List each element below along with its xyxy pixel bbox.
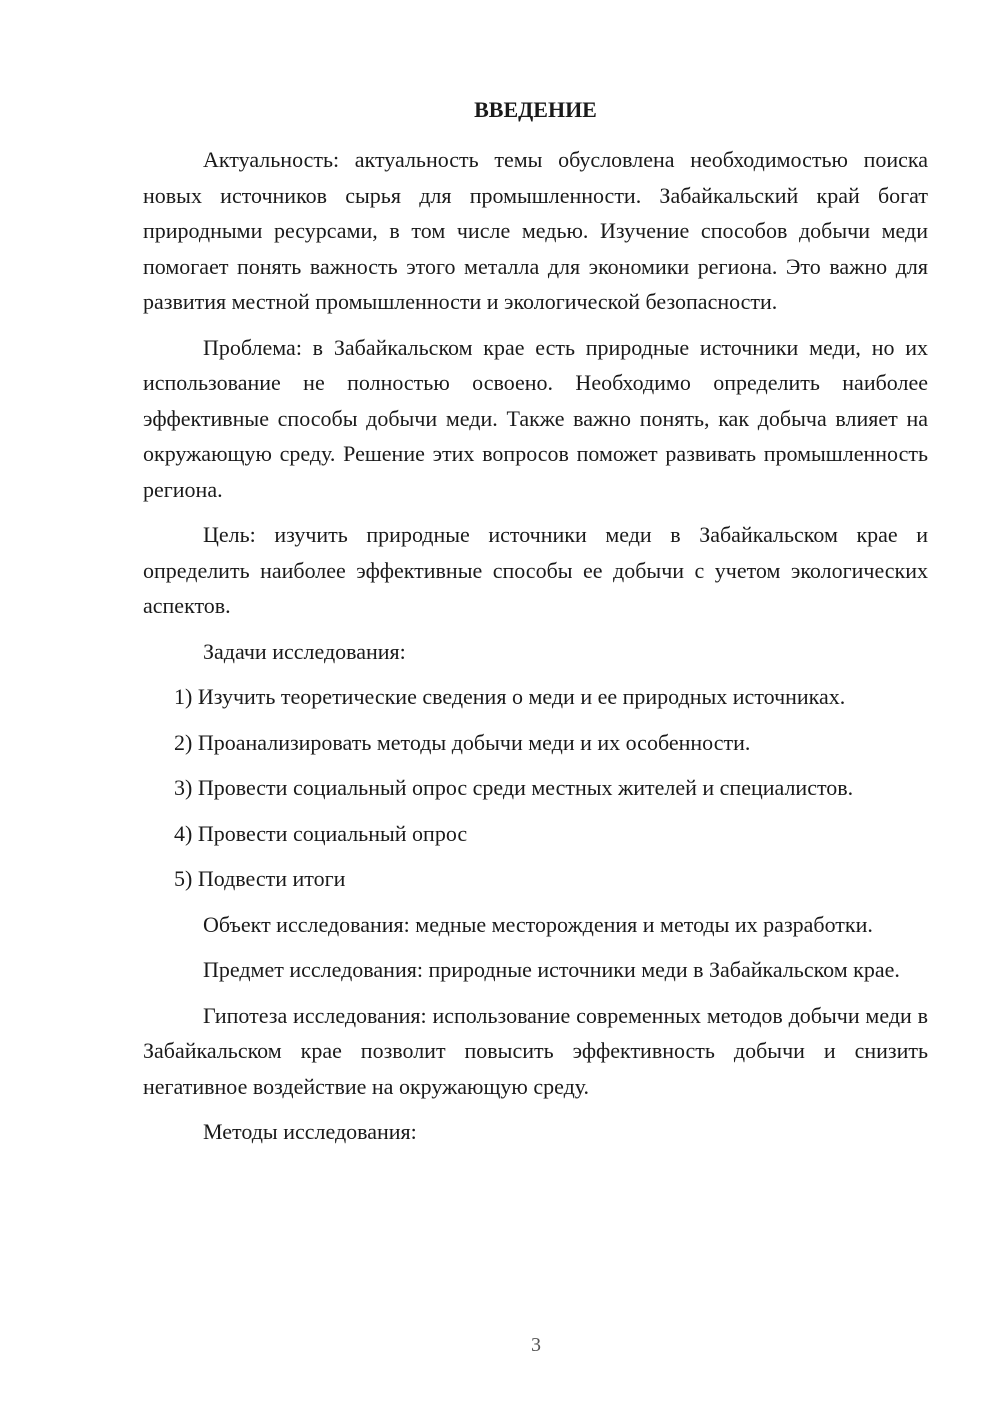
list-item: 1) Изучить теоретические сведения о меди и ее природных источниках. (174, 684, 846, 709)
hypothesis-paragraph: Гипотеза исследования: использование современных методов добычи меди в Забайкальском крае позволит повысить эффективность добычи и снизить негативное воздействие на окружающую среду. (143, 1002, 928, 1099)
section-title: ВВЕДЕНИЕ (474, 97, 597, 122)
tasks-list (143, 679, 928, 897)
subject-paragraph: Предмет исследования: природные источники меди в Забайкальском крае. (203, 957, 900, 982)
tasks-heading: Задачи исследования: (203, 638, 406, 664)
page-number: 3 (531, 1334, 541, 1356)
problem-paragraph: Проблема: в Забайкальском крае есть природные источники меди, но их использование не полностью освоено. Необходимо определить наиболее эффективные способы добычи меди. Также важно понять, как добыча влияет на окружающую среду. Решение этих вопросов поможет развивать промышленность региона. (143, 334, 928, 502)
object-paragraph: Объект исследования: медные месторождения и методы их разработки. (203, 911, 873, 937)
list-item: 5) Подвести итоги (174, 866, 346, 891)
goal-paragraph: Цель: изучить природные источники меди в Забайкальском крае и определить наиболее эффективные способы ее добычи с учетом экологических аспектов. (143, 522, 928, 618)
list-item: 2) Проанализировать методы добычи меди и их особенности. (174, 729, 751, 755)
relevance-paragraph: Актуальность: актуальность темы обусловлена необходимостью поиска новых источников сырья для промышленности. Забайкальский край богат природными ресурсами, в том числе медью. Изучение способов добычи меди помогает понять важность этого металла для экономики региона. Это важно для развития местной промышленности и экологической безопасности. (143, 147, 928, 314)
list-item: 3) Провести социальный опрос среди местных жителей и специалистов. (174, 775, 854, 800)
methods-heading: Методы исследования: (203, 1119, 417, 1144)
list-item: 4) Провести социальный опрос (174, 820, 468, 846)
